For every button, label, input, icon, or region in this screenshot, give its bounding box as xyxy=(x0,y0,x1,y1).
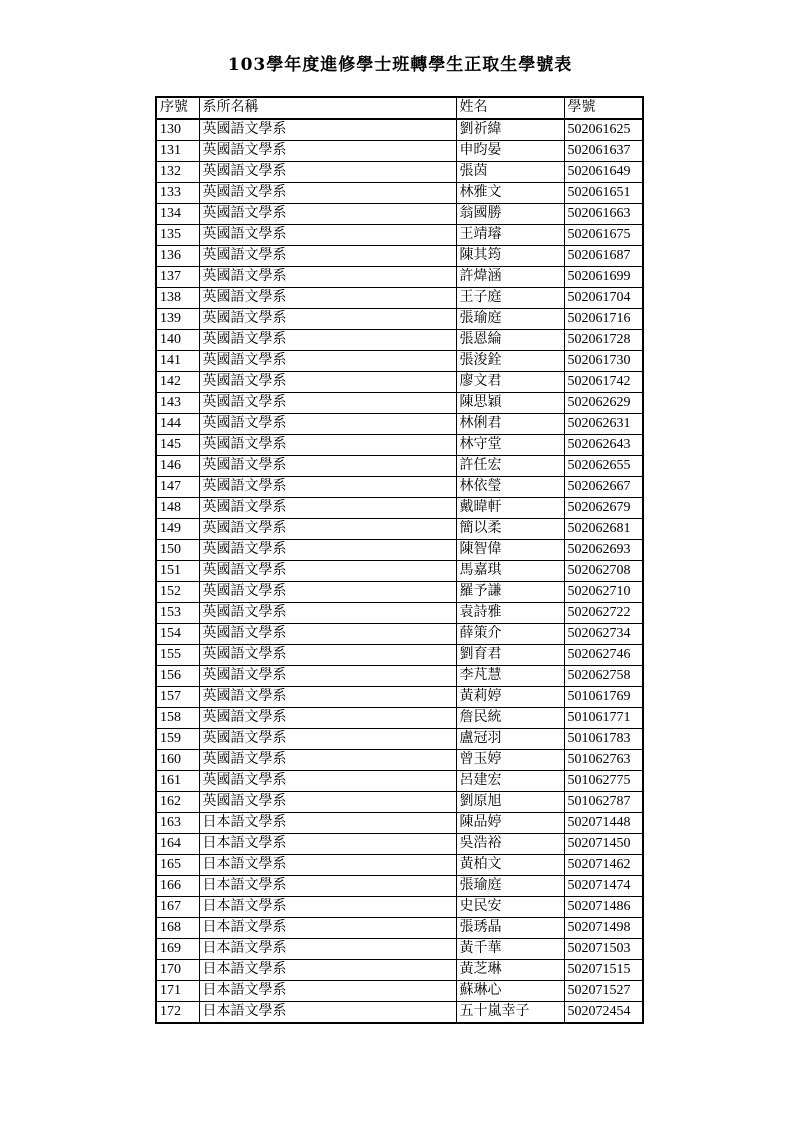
table-row xyxy=(156,750,643,771)
cell-department: 英國語文學系 xyxy=(199,119,456,141)
cell-seq: 134 xyxy=(156,204,199,225)
cell-seq: 130 xyxy=(156,119,199,141)
cell-name: 五十嵐幸子 xyxy=(456,1002,564,1024)
cell-name: 簡以柔 xyxy=(456,519,564,540)
cell-department: 英國語文學系 xyxy=(199,729,456,750)
cell-student-id: 502061728 xyxy=(564,330,643,351)
cell-student-id: 502071498 xyxy=(564,918,643,939)
cell-department: 英國語文學系 xyxy=(199,288,456,309)
cell-student-id: 501062787 xyxy=(564,792,643,813)
cell-department: 英國語文學系 xyxy=(199,582,456,603)
table-row xyxy=(156,204,643,225)
cell-seq: 155 xyxy=(156,645,199,666)
table-row xyxy=(156,792,643,813)
cell-department: 英國語文學系 xyxy=(199,771,456,792)
cell-name: 吳浩裕 xyxy=(456,834,564,855)
cell-student-id: 501061783 xyxy=(564,729,643,750)
cell-department: 英國語文學系 xyxy=(199,792,456,813)
table-row xyxy=(156,309,643,330)
cell-seq: 151 xyxy=(156,561,199,582)
cell-department: 日本語文學系 xyxy=(199,855,456,876)
cell-name: 黃柏文 xyxy=(456,855,564,876)
table-row xyxy=(156,330,643,351)
cell-student-id: 502071486 xyxy=(564,897,643,918)
table-row xyxy=(156,771,643,792)
table-row xyxy=(156,981,643,1002)
cell-seq: 162 xyxy=(156,792,199,813)
cell-student-id: 502061730 xyxy=(564,351,643,372)
table-row xyxy=(156,855,643,876)
cell-student-id: 502061699 xyxy=(564,267,643,288)
table-row xyxy=(156,960,643,981)
cell-student-id: 502062629 xyxy=(564,393,643,414)
cell-name: 張浚銓 xyxy=(456,351,564,372)
cell-seq: 170 xyxy=(156,960,199,981)
table-row xyxy=(156,141,643,162)
cell-department: 英國語文學系 xyxy=(199,435,456,456)
cell-department: 英國語文學系 xyxy=(199,561,456,582)
cell-seq: 169 xyxy=(156,939,199,960)
cell-name: 張瑜庭 xyxy=(456,876,564,897)
cell-name: 申昀晏 xyxy=(456,141,564,162)
cell-seq: 157 xyxy=(156,687,199,708)
cell-department: 英國語文學系 xyxy=(199,246,456,267)
cell-name: 林守堂 xyxy=(456,435,564,456)
cell-department: 英國語文學系 xyxy=(199,498,456,519)
table-row xyxy=(156,372,643,393)
table-row xyxy=(156,813,643,834)
cell-name: 林俐君 xyxy=(456,414,564,435)
cell-name: 翁國勝 xyxy=(456,204,564,225)
cell-department: 英國語文學系 xyxy=(199,603,456,624)
cell-seq: 152 xyxy=(156,582,199,603)
cell-name: 李芃慧 xyxy=(456,666,564,687)
cell-student-id: 502071450 xyxy=(564,834,643,855)
table-row xyxy=(156,918,643,939)
cell-department: 日本語文學系 xyxy=(199,897,456,918)
cell-student-id: 502062681 xyxy=(564,519,643,540)
header-name: 姓名 xyxy=(456,97,564,119)
cell-department: 英國語文學系 xyxy=(199,750,456,771)
table-row xyxy=(156,351,643,372)
table-row xyxy=(156,687,643,708)
cell-name: 許煒涵 xyxy=(456,267,564,288)
cell-student-id: 502071474 xyxy=(564,876,643,897)
table-header-row xyxy=(156,97,643,119)
cell-department: 英國語文學系 xyxy=(199,666,456,687)
table-row xyxy=(156,288,643,309)
cell-name: 詹民統 xyxy=(456,708,564,729)
table-row xyxy=(156,939,643,960)
cell-department: 日本語文學系 xyxy=(199,939,456,960)
cell-name: 王靖璿 xyxy=(456,225,564,246)
cell-name: 劉原旭 xyxy=(456,792,564,813)
cell-student-id: 502061625 xyxy=(564,119,643,141)
cell-name: 黃芝琳 xyxy=(456,960,564,981)
cell-department: 日本語文學系 xyxy=(199,1002,456,1024)
header-department: 系所名稱 xyxy=(199,97,456,119)
cell-name: 薛策介 xyxy=(456,624,564,645)
cell-seq: 172 xyxy=(156,1002,199,1024)
cell-name: 陳品婷 xyxy=(456,813,564,834)
table-row xyxy=(156,708,643,729)
cell-student-id: 502062708 xyxy=(564,561,643,582)
cell-seq: 166 xyxy=(156,876,199,897)
cell-department: 英國語文學系 xyxy=(199,519,456,540)
table-row xyxy=(156,624,643,645)
table-row xyxy=(156,477,643,498)
cell-seq: 163 xyxy=(156,813,199,834)
cell-name: 黃千華 xyxy=(456,939,564,960)
cell-department: 英國語文學系 xyxy=(199,393,456,414)
cell-name: 廖文君 xyxy=(456,372,564,393)
table-row xyxy=(156,897,643,918)
cell-seq: 140 xyxy=(156,330,199,351)
cell-seq: 146 xyxy=(156,456,199,477)
cell-student-id: 502071448 xyxy=(564,813,643,834)
table-body xyxy=(156,97,643,1023)
cell-department: 英國語文學系 xyxy=(199,330,456,351)
cell-student-id: 502061704 xyxy=(564,288,643,309)
table-row xyxy=(156,1002,643,1024)
cell-name: 馬嘉琪 xyxy=(456,561,564,582)
cell-student-id: 502061742 xyxy=(564,372,643,393)
cell-seq: 165 xyxy=(156,855,199,876)
cell-seq: 141 xyxy=(156,351,199,372)
cell-student-id: 502061649 xyxy=(564,162,643,183)
cell-department: 英國語文學系 xyxy=(199,687,456,708)
cell-department: 英國語文學系 xyxy=(199,183,456,204)
table-row xyxy=(156,435,643,456)
document-title: 103學年度進修學士班轉學生正取生學號表 xyxy=(227,55,573,75)
cell-seq: 167 xyxy=(156,897,199,918)
cell-name: 許任宏 xyxy=(456,456,564,477)
student-id-table xyxy=(155,96,644,1024)
cell-department: 英國語文學系 xyxy=(199,624,456,645)
cell-student-id: 502062693 xyxy=(564,540,643,561)
cell-department: 日本語文學系 xyxy=(199,813,456,834)
cell-name: 羅予謙 xyxy=(456,582,564,603)
table-row xyxy=(156,582,643,603)
cell-seq: 131 xyxy=(156,141,199,162)
cell-department: 英國語文學系 xyxy=(199,540,456,561)
cell-name: 陳其筠 xyxy=(456,246,564,267)
cell-seq: 137 xyxy=(156,267,199,288)
cell-student-id: 502061716 xyxy=(564,309,643,330)
cell-name: 劉育君 xyxy=(456,645,564,666)
cell-student-id: 502071527 xyxy=(564,981,643,1002)
cell-student-id: 502062679 xyxy=(564,498,643,519)
table-row xyxy=(156,645,643,666)
table-row xyxy=(156,393,643,414)
cell-department: 英國語文學系 xyxy=(199,645,456,666)
table-row xyxy=(156,876,643,897)
table-row xyxy=(156,498,643,519)
cell-name: 張茵 xyxy=(456,162,564,183)
table-row xyxy=(156,183,643,204)
table-row xyxy=(156,603,643,624)
table-row xyxy=(156,666,643,687)
cell-seq: 156 xyxy=(156,666,199,687)
cell-seq: 150 xyxy=(156,540,199,561)
cell-student-id: 502062631 xyxy=(564,414,643,435)
cell-name: 史民安 xyxy=(456,897,564,918)
cell-student-id: 502062722 xyxy=(564,603,643,624)
cell-name: 劉祈緯 xyxy=(456,119,564,141)
cell-seq: 161 xyxy=(156,771,199,792)
cell-seq: 142 xyxy=(156,372,199,393)
cell-seq: 139 xyxy=(156,309,199,330)
header-student-id: 學號 xyxy=(564,97,643,119)
cell-department: 英國語文學系 xyxy=(199,162,456,183)
cell-student-id: 502062643 xyxy=(564,435,643,456)
cell-student-id: 501061769 xyxy=(564,687,643,708)
cell-name: 林雅文 xyxy=(456,183,564,204)
cell-department: 英國語文學系 xyxy=(199,477,456,498)
table-row xyxy=(156,119,643,141)
cell-student-id: 501061771 xyxy=(564,708,643,729)
cell-name: 陳智偉 xyxy=(456,540,564,561)
table-row xyxy=(156,267,643,288)
cell-seq: 168 xyxy=(156,918,199,939)
cell-student-id: 502061651 xyxy=(564,183,643,204)
cell-student-id: 502062746 xyxy=(564,645,643,666)
cell-student-id: 502072454 xyxy=(564,1002,643,1024)
table-row xyxy=(156,561,643,582)
cell-student-id: 502062710 xyxy=(564,582,643,603)
table-row xyxy=(156,225,643,246)
cell-department: 英國語文學系 xyxy=(199,372,456,393)
cell-name: 盧冠羽 xyxy=(456,729,564,750)
cell-department: 日本語文學系 xyxy=(199,918,456,939)
cell-seq: 164 xyxy=(156,834,199,855)
table-row xyxy=(156,246,643,267)
cell-student-id: 502062758 xyxy=(564,666,643,687)
cell-name: 張瑜庭 xyxy=(456,309,564,330)
cell-department: 英國語文學系 xyxy=(199,267,456,288)
cell-name: 張恩綸 xyxy=(456,330,564,351)
cell-student-id: 502062655 xyxy=(564,456,643,477)
table-row xyxy=(156,456,643,477)
cell-name: 張琇晶 xyxy=(456,918,564,939)
cell-name: 蘇琳心 xyxy=(456,981,564,1002)
cell-seq: 149 xyxy=(156,519,199,540)
cell-seq: 144 xyxy=(156,414,199,435)
cell-name: 曾玉婷 xyxy=(456,750,564,771)
cell-department: 日本語文學系 xyxy=(199,834,456,855)
cell-seq: 160 xyxy=(156,750,199,771)
cell-seq: 158 xyxy=(156,708,199,729)
cell-seq: 147 xyxy=(156,477,199,498)
cell-seq: 171 xyxy=(156,981,199,1002)
cell-student-id: 502071515 xyxy=(564,960,643,981)
cell-student-id: 502061675 xyxy=(564,225,643,246)
cell-seq: 143 xyxy=(156,393,199,414)
cell-name: 王子庭 xyxy=(456,288,564,309)
cell-name: 戴暐軒 xyxy=(456,498,564,519)
cell-department: 英國語文學系 xyxy=(199,456,456,477)
cell-department: 英國語文學系 xyxy=(199,225,456,246)
cell-seq: 153 xyxy=(156,603,199,624)
cell-seq: 135 xyxy=(156,225,199,246)
cell-seq: 148 xyxy=(156,498,199,519)
cell-department: 日本語文學系 xyxy=(199,876,456,897)
cell-name: 呂建宏 xyxy=(456,771,564,792)
header-seq: 序號 xyxy=(156,97,199,119)
cell-student-id: 502061637 xyxy=(564,141,643,162)
cell-student-id: 502062734 xyxy=(564,624,643,645)
cell-student-id: 502071462 xyxy=(564,855,643,876)
cell-student-id: 501062763 xyxy=(564,750,643,771)
cell-department: 英國語文學系 xyxy=(199,351,456,372)
cell-name: 陳思穎 xyxy=(456,393,564,414)
table-row xyxy=(156,729,643,750)
cell-student-id: 501062775 xyxy=(564,771,643,792)
cell-department: 英國語文學系 xyxy=(199,309,456,330)
cell-department: 英國語文學系 xyxy=(199,204,456,225)
table-row xyxy=(156,540,643,561)
cell-seq: 132 xyxy=(156,162,199,183)
cell-seq: 133 xyxy=(156,183,199,204)
table-row xyxy=(156,414,643,435)
cell-seq: 138 xyxy=(156,288,199,309)
cell-department: 日本語文學系 xyxy=(199,960,456,981)
cell-name: 黃莉婷 xyxy=(456,687,564,708)
cell-student-id: 502071503 xyxy=(564,939,643,960)
table-row xyxy=(156,519,643,540)
cell-name: 林依瑩 xyxy=(456,477,564,498)
cell-seq: 145 xyxy=(156,435,199,456)
table-row xyxy=(156,834,643,855)
cell-student-id: 502061687 xyxy=(564,246,643,267)
cell-department: 英國語文學系 xyxy=(199,414,456,435)
cell-seq: 154 xyxy=(156,624,199,645)
cell-seq: 159 xyxy=(156,729,199,750)
cell-student-id: 502061663 xyxy=(564,204,643,225)
cell-name: 袁詩雅 xyxy=(456,603,564,624)
cell-student-id: 502062667 xyxy=(564,477,643,498)
cell-department: 英國語文學系 xyxy=(199,141,456,162)
table-row xyxy=(156,162,643,183)
cell-department: 日本語文學系 xyxy=(199,981,456,1002)
cell-department: 英國語文學系 xyxy=(199,708,456,729)
cell-seq: 136 xyxy=(156,246,199,267)
